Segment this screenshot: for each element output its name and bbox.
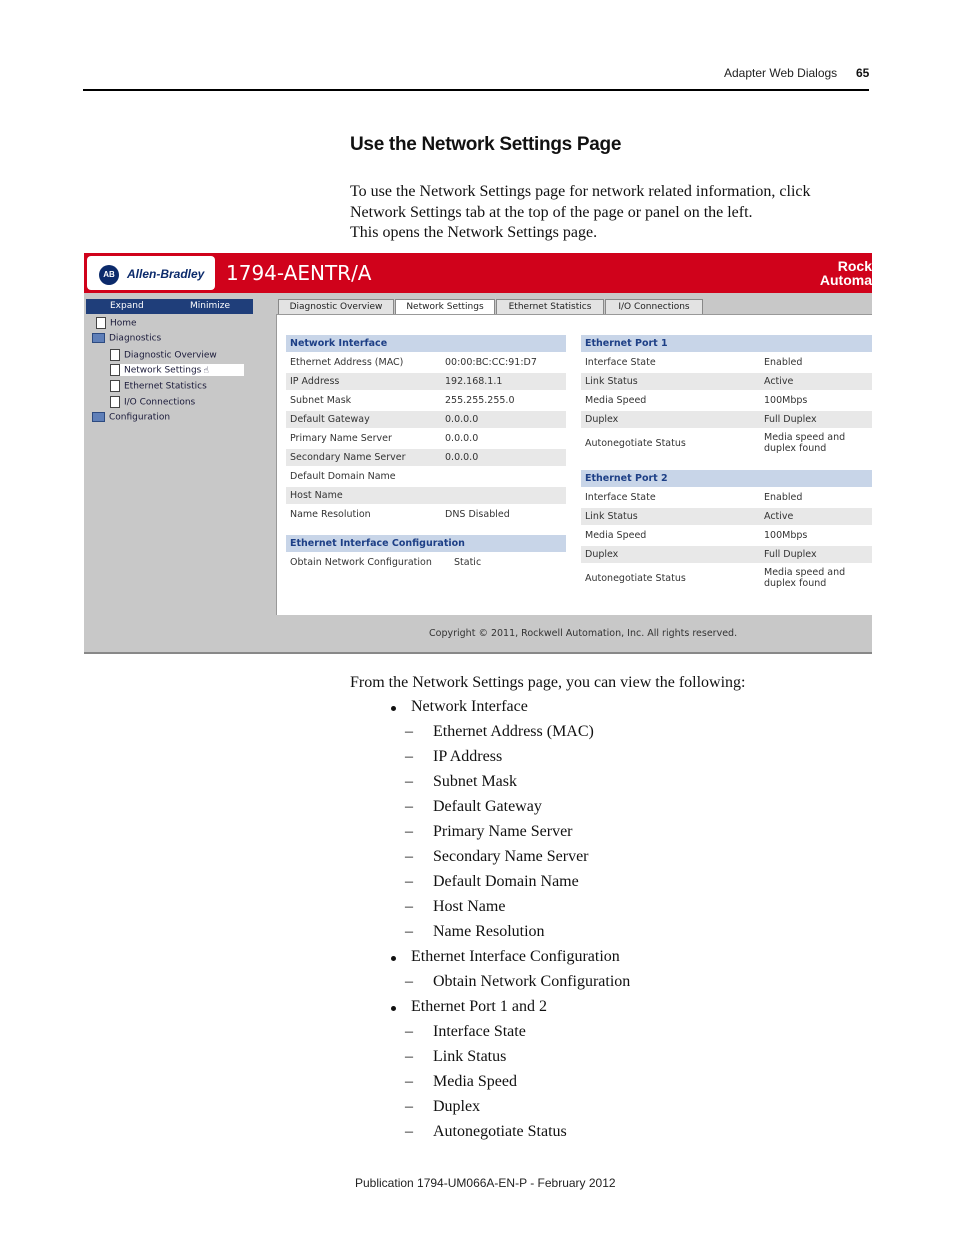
list-item-text: Ethernet Port 1 and 2 xyxy=(411,998,547,1015)
intro-line: Network Settings tab at the top of the page or panel on the left. xyxy=(350,203,753,221)
list-intro: From the Network Settings page, you can view the following: xyxy=(350,674,746,691)
table-row xyxy=(581,546,872,563)
brand-name: Allen-Bradley xyxy=(127,267,205,281)
tree-label: I/O Connections xyxy=(124,397,196,408)
list-item-text: Interface State xyxy=(433,1023,526,1040)
row-value: Media speed and duplex found xyxy=(764,432,846,454)
tree-label: Network Settings xyxy=(124,365,202,376)
tree-item-io-connections[interactable] xyxy=(110,396,195,408)
dash-marker: – xyxy=(405,1098,413,1115)
row-label: Autonegotiate Status xyxy=(585,573,686,584)
row-label: Obtain Network Configuration xyxy=(290,557,432,568)
tree-item-configuration[interactable] xyxy=(92,412,170,423)
dash-marker: – xyxy=(405,973,413,990)
row-label: Primary Name Server xyxy=(290,433,392,444)
table-heading: Ethernet Port 2 xyxy=(581,470,872,487)
tab-diagnostic-overview[interactable]: Diagnostic Overview xyxy=(278,299,394,314)
table-heading: Network Interface xyxy=(286,335,566,352)
page-icon xyxy=(110,380,120,392)
row-label: Default Domain Name xyxy=(290,471,396,482)
dash-marker: – xyxy=(405,798,413,815)
header-rule xyxy=(83,89,869,91)
tree-label: Diagnostic Overview xyxy=(124,350,217,361)
row-label: Subnet Mask xyxy=(290,395,352,406)
page-number: 65 xyxy=(856,66,870,80)
list-item-text: Ethernet Address (MAC) xyxy=(433,723,594,740)
bullet-marker xyxy=(391,706,396,711)
tree-item-diagnostics[interactable] xyxy=(92,333,161,344)
intro-paragraph xyxy=(350,182,830,244)
dash-marker: – xyxy=(405,1048,413,1065)
row-label: Link Status xyxy=(585,376,638,387)
list-item-text: Primary Name Server xyxy=(433,823,573,840)
model-title: 1794-AENTR/A xyxy=(226,261,372,285)
list-item-text: Duplex xyxy=(433,1098,481,1115)
row-value: Active xyxy=(764,511,794,522)
row-label: Duplex xyxy=(585,549,619,560)
table-heading: Ethernet Port 1 xyxy=(581,335,872,352)
dash-marker: – xyxy=(405,923,413,940)
ethernet-port-1-table xyxy=(581,335,872,458)
dash-marker: – xyxy=(405,773,413,790)
table-row xyxy=(581,430,872,456)
row-label: Default Gateway xyxy=(290,414,370,425)
table-heading: Ethernet Interface Configuration xyxy=(286,535,566,552)
row-value: Active xyxy=(764,376,794,387)
minimize-button[interactable]: Minimize xyxy=(190,301,230,311)
tree-label: Ethernet Statistics xyxy=(124,381,207,392)
row-label: Duplex xyxy=(585,414,619,425)
row-value: 0.0.0.0 xyxy=(445,433,479,444)
list-item-text: Subnet Mask xyxy=(433,773,517,790)
row-label: Host Name xyxy=(290,490,343,501)
table-row xyxy=(286,411,566,428)
intro-line: This opens the Network Settings page. xyxy=(350,224,598,241)
list-item-text: Ethernet Interface Configuration xyxy=(411,948,620,965)
running-header: Adapter Web Dialogs xyxy=(724,66,838,80)
row-label: Interface State xyxy=(585,357,656,368)
row-value: Full Duplex xyxy=(764,414,817,425)
row-label: Autonegotiate Status xyxy=(585,438,686,449)
allen-bradley-logo xyxy=(87,256,215,290)
tab-io-connections[interactable]: I/O Connections xyxy=(605,299,703,314)
table-row xyxy=(581,489,872,506)
row-value: DNS Disabled xyxy=(445,509,510,520)
list-item-text: IP Address xyxy=(433,748,503,765)
row-value: Media speed and duplex found xyxy=(764,567,846,589)
list-item-text: Autonegotiate Status xyxy=(433,1123,567,1140)
network-settings-screenshot xyxy=(84,253,872,654)
row-label: Media Speed xyxy=(585,395,647,406)
tab-ethernet-statistics[interactable]: Ethernet Statistics xyxy=(496,299,604,314)
table-row xyxy=(581,527,872,544)
table-row xyxy=(286,354,566,371)
tree-item-network-settings[interactable] xyxy=(110,364,244,376)
list-item-text: Network Interface xyxy=(411,698,528,715)
table-row xyxy=(581,565,872,591)
network-interface-table xyxy=(286,335,566,525)
dash-marker: – xyxy=(405,873,413,890)
ab-logo-icon: AB xyxy=(99,265,119,285)
tree-label: Configuration xyxy=(109,412,171,423)
rockwell-logo-line: Rock xyxy=(837,258,872,274)
row-value: Enabled xyxy=(764,492,803,503)
table-row xyxy=(286,554,566,571)
tab-network-settings[interactable]: Network Settings xyxy=(395,299,495,315)
page-icon xyxy=(110,349,120,361)
page-icon xyxy=(96,317,106,329)
table-row xyxy=(286,430,566,447)
row-value: Full Duplex xyxy=(764,549,817,560)
content-panel xyxy=(276,314,872,615)
row-value: 100Mbps xyxy=(764,530,808,541)
row-value: 192.168.1.1 xyxy=(445,376,503,387)
rockwell-logo-line: Automa xyxy=(819,272,872,288)
table-row xyxy=(581,354,872,371)
table-row xyxy=(581,373,872,390)
bullet-marker xyxy=(391,1006,396,1011)
dash-marker: – xyxy=(405,1023,413,1040)
ethernet-config-table xyxy=(286,535,566,573)
row-label: IP Address xyxy=(290,376,340,387)
hand-cursor-icon: ☝ xyxy=(203,365,209,376)
folder-icon xyxy=(92,333,105,343)
banner xyxy=(84,253,872,293)
dash-marker: – xyxy=(405,748,413,765)
row-label: Ethernet Address (MAC) xyxy=(290,357,404,368)
page-icon xyxy=(110,396,120,408)
ethernet-port-2-table xyxy=(581,470,872,593)
table-row xyxy=(286,506,566,523)
row-value: 0.0.0.0 xyxy=(445,414,479,425)
dash-marker: – xyxy=(405,1123,413,1140)
section-title: Use the Network Settings Page xyxy=(350,134,622,155)
row-label: Interface State xyxy=(585,492,656,503)
table-row xyxy=(581,508,872,525)
row-value: 100Mbps xyxy=(764,395,808,406)
list-item-text: Link Status xyxy=(433,1048,507,1065)
table-row xyxy=(286,468,566,485)
list-item-text: Default Domain Name xyxy=(433,873,579,890)
tree-item-home[interactable] xyxy=(96,317,137,329)
row-label: Secondary Name Server xyxy=(290,452,406,463)
intro-line: To use the Network Settings page for network related information, click xyxy=(350,183,811,200)
row-value: 255.255.255.0 xyxy=(445,395,515,406)
row-value: Static xyxy=(454,557,482,568)
list-item-text: Host Name xyxy=(433,898,506,915)
rockwell-logo xyxy=(820,259,872,287)
tree-label: Diagnostics xyxy=(109,333,162,344)
table-row xyxy=(286,373,566,390)
dash-marker: – xyxy=(405,823,413,840)
row-value: Enabled xyxy=(764,357,803,368)
tree-label: Home xyxy=(110,318,137,329)
folder-icon xyxy=(92,412,105,422)
list-item-text: Media Speed xyxy=(433,1073,517,1090)
list-item-text: Obtain Network Configuration xyxy=(433,973,631,990)
tree-item-diagnostic-overview[interactable] xyxy=(110,349,217,361)
row-value: 00:00:BC:CC:91:D7 xyxy=(445,357,537,368)
publication-footer: Publication 1794-UM066A-EN-P - February 2012 xyxy=(355,1176,616,1190)
table-row xyxy=(286,392,566,409)
list-item-text: Secondary Name Server xyxy=(433,848,589,865)
bullet-marker xyxy=(391,956,396,961)
row-label: Media Speed xyxy=(585,530,647,541)
table-row xyxy=(581,392,872,409)
expand-button[interactable]: Expand xyxy=(110,301,144,311)
dash-marker: – xyxy=(405,898,413,915)
page-icon xyxy=(110,364,120,376)
dash-marker: – xyxy=(405,848,413,865)
row-label: Name Resolution xyxy=(290,509,371,520)
table-row xyxy=(581,411,872,428)
table-row xyxy=(286,487,566,504)
tree-item-ethernet-statistics[interactable] xyxy=(110,380,207,392)
dash-marker: – xyxy=(405,723,413,740)
row-value: 0.0.0.0 xyxy=(445,452,479,463)
sidebar-controls xyxy=(86,299,253,314)
dash-marker: – xyxy=(405,1073,413,1090)
list-item-text: Name Resolution xyxy=(433,923,545,940)
table-row xyxy=(286,449,566,466)
copyright-text: Copyright © 2011, Rockwell Automation, Inc. All rights reserved. xyxy=(429,628,738,639)
row-label: Link Status xyxy=(585,511,638,522)
list-item-text: Default Gateway xyxy=(433,798,542,815)
